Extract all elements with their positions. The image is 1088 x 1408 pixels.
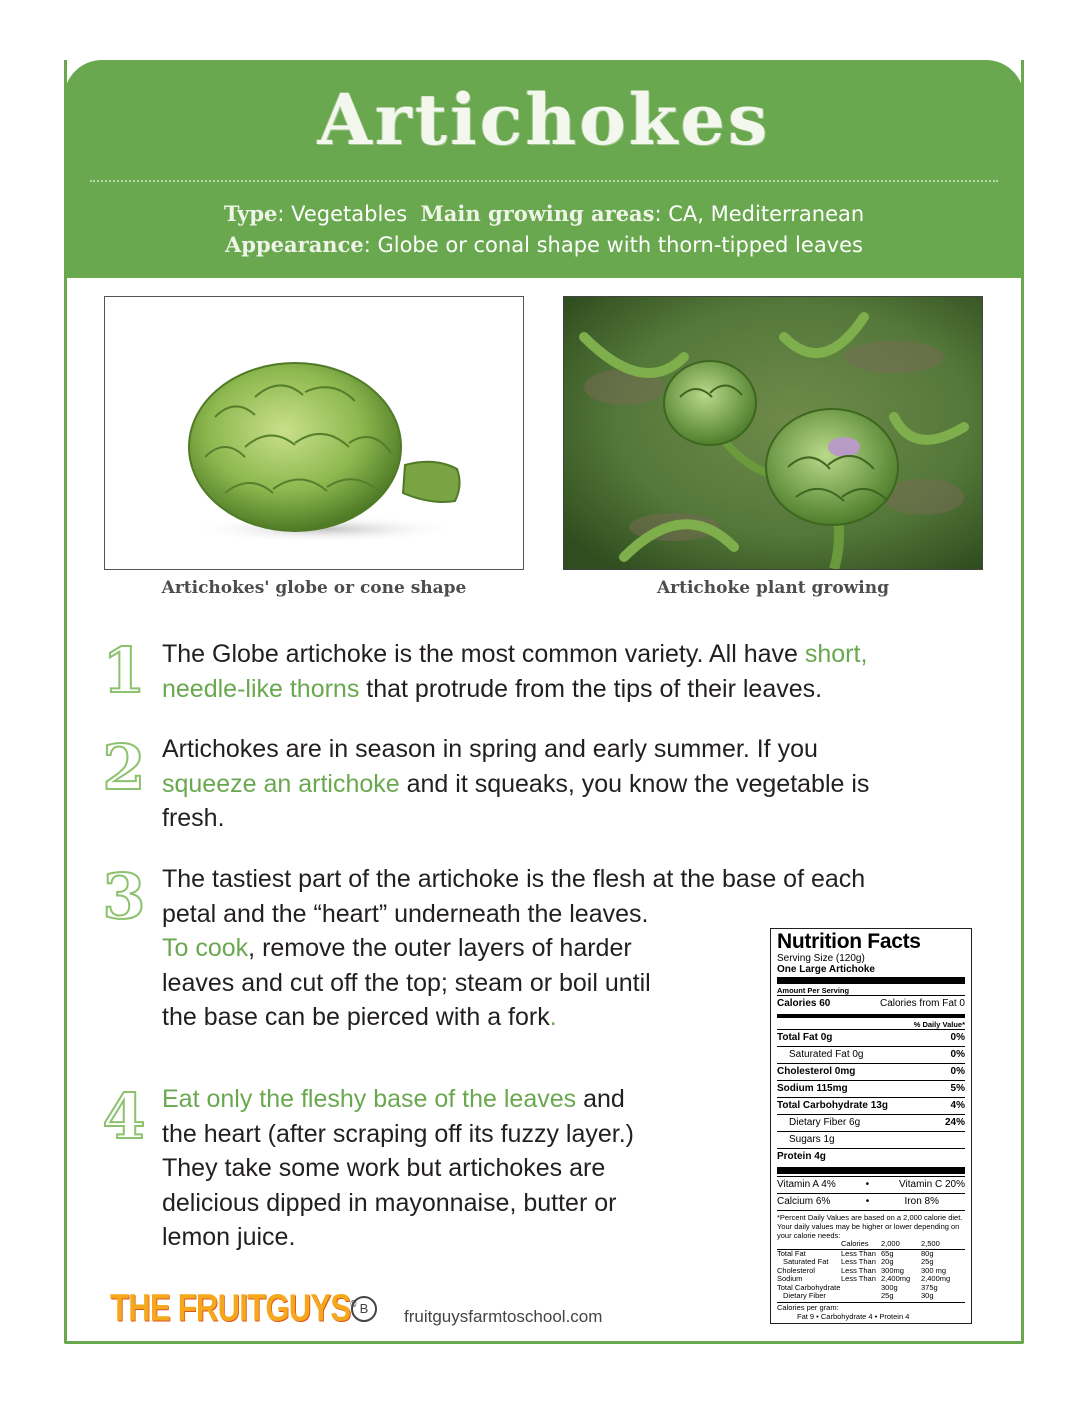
dv-table-cell: Dietary Fiber xyxy=(783,1291,826,1300)
dv-table-cell: 2,500 xyxy=(921,1239,940,1248)
fact-2-line-3: fresh. xyxy=(162,804,225,832)
fact-1 xyxy=(162,637,867,706)
vitamin-bullet-1: • xyxy=(865,1179,870,1190)
dv-table-cell: Less Than xyxy=(841,1257,876,1266)
fact-3-line-2: petal and the “heart” underneath the leaves. xyxy=(162,899,649,928)
dv-table-cell: Cholesterol xyxy=(777,1265,815,1275)
nutrition-divider-thick-2 xyxy=(777,1167,965,1174)
nutrient-label: Sugars 1g xyxy=(789,1134,835,1145)
dv-table-cell xyxy=(841,1284,881,1293)
nutrition-divider-thick xyxy=(777,977,965,984)
fact-3-text-3: , remove the outer layers of harder xyxy=(248,934,632,962)
fact-4-line-5: lemon juice. xyxy=(162,1223,296,1251)
fact-4-line-3: They take some work but artichokes are xyxy=(162,1154,606,1182)
dv-table-cell: 300 mg xyxy=(921,1265,947,1275)
nutrient-label: Cholesterol 0mg xyxy=(777,1066,856,1077)
fact-number-1: 1 xyxy=(102,634,146,707)
artichoke-globe-illustration xyxy=(105,297,523,569)
nutrient-row xyxy=(777,1097,965,1114)
dv-table-cell: 375g xyxy=(921,1282,938,1292)
calcium: Calcium 6% xyxy=(777,1196,831,1207)
nutrient-daily-value: 0% xyxy=(950,1049,965,1060)
nutrient-row xyxy=(777,1131,965,1148)
dv-table-cell: 80g xyxy=(921,1249,965,1259)
nutrient-row xyxy=(777,1046,965,1063)
artichoke-plant-photo xyxy=(563,296,983,570)
fact-3-line-1: The tastiest part of the artichoke is the flesh at the base of each xyxy=(162,865,866,893)
nutrient-row xyxy=(777,1080,965,1097)
areas-value: : CA, Mediterranean xyxy=(654,202,865,226)
b-corp-icon: B xyxy=(351,1296,377,1322)
daily-value-header: % Daily Value* xyxy=(913,1020,965,1029)
appearance-value: : Globe or conal shape with thorn-tipped leaves xyxy=(363,233,863,257)
dv-table-cell: 2,000 xyxy=(881,1239,900,1248)
daily-value-table xyxy=(777,1240,965,1301)
fact-number-2: 2 xyxy=(102,731,146,804)
vitamin-c: Vitamin C 20% xyxy=(899,1179,965,1190)
calories-per-gram: Calories per gram: xyxy=(777,1302,965,1312)
fact-2-line-1: Artichokes are in season in spring and early summer. If you xyxy=(162,735,818,763)
page-title: Artichokes xyxy=(317,78,771,161)
appearance-label: Appearance xyxy=(225,232,364,257)
dv-table-cell: 65g xyxy=(881,1249,921,1259)
dv-table-cell: 20g xyxy=(881,1257,894,1266)
dv-table-cell: 300g xyxy=(881,1282,898,1292)
dv-table-cell: 25g xyxy=(921,1257,934,1266)
nutrition-facts-label xyxy=(770,928,972,1324)
nutrient-daily-value: 0% xyxy=(950,1032,965,1043)
fruitguys-logo xyxy=(110,1284,356,1330)
fact-1-highlight-2: needle-like thorns xyxy=(162,674,360,703)
fact-number-3: 3 xyxy=(102,860,146,933)
dv-table-cell: Sodium xyxy=(777,1274,803,1283)
nutrient-daily-value: 5% xyxy=(950,1083,965,1094)
dv-table-cell xyxy=(841,1292,881,1301)
nutrient-daily-value: 0% xyxy=(950,1066,965,1077)
fact-2-highlight: squeeze an artichoke xyxy=(162,769,400,798)
dotted-divider xyxy=(90,180,998,182)
vitamins-row xyxy=(777,1176,965,1193)
fact-3-line-4: leaves and cut off the top; steam or boil until xyxy=(162,968,651,997)
fact-4-line-4: delicious dipped in mayonnaise, butter or xyxy=(162,1188,617,1217)
nutrient-daily-value: 24% xyxy=(944,1117,965,1128)
nutrient-row xyxy=(777,1148,965,1165)
dv-table-cell: Less Than xyxy=(841,1274,876,1283)
fact-1-text-2: that protrude from the tips of their leaves. xyxy=(359,674,823,703)
dv-table-cell: 30g xyxy=(921,1291,934,1300)
calories: Calories 60 xyxy=(777,998,831,1009)
nutrient-label: Sodium 115mg xyxy=(777,1083,848,1094)
fact-number-4: 4 xyxy=(102,1080,146,1153)
fact-3-line-5: the base can be pierced with a fork xyxy=(162,1003,550,1031)
dv-table-cell: 2,400mg xyxy=(921,1274,951,1283)
photo-caption-globe: Artichokes' globe or cone shape xyxy=(161,578,467,598)
nutrient-daily-value: 4% xyxy=(950,1100,965,1111)
daily-value-footnote: *Percent Daily Values are based on a 2,000 calorie diet. Your daily values may be higher or lower depending on your calorie needs: xyxy=(777,1210,965,1240)
fact-1-highlight: short, xyxy=(804,640,868,668)
info-line-2 xyxy=(64,232,1024,257)
fact-3-period: . xyxy=(549,1003,557,1031)
minerals-row xyxy=(777,1193,965,1210)
nutrient-label: Dietary Fiber 6g xyxy=(789,1117,861,1128)
dv-table-cell: Saturated Fat xyxy=(783,1257,829,1266)
serving-name: One Large Artichoke xyxy=(777,964,875,975)
serving-size: Serving Size (120g) xyxy=(777,953,865,964)
dv-table-cell: Less Than xyxy=(841,1265,876,1275)
artichoke-plant-illustration xyxy=(564,297,982,569)
calories-from-fat: Calories from Fat 0 xyxy=(879,998,965,1009)
type-value: : Vegetables xyxy=(277,202,408,226)
dv-table-cell: 25g xyxy=(881,1291,894,1300)
calories-row xyxy=(777,995,965,1012)
fact-2-text-2: and it squeaks, you know the vegetable is xyxy=(399,769,870,798)
nutrient-row xyxy=(777,1114,965,1131)
logo-text: THE FRUITGUYS xyxy=(110,1287,351,1330)
nutrient-label: Protein 4g xyxy=(777,1151,826,1162)
dv-table-cell xyxy=(777,1240,841,1249)
nutrient-row xyxy=(777,1029,965,1046)
amount-per-serving: Amount Per Serving xyxy=(777,986,850,995)
fact-2 xyxy=(162,732,869,836)
dv-table-cell: Total Fat xyxy=(777,1249,841,1259)
fact-4-text-1: and xyxy=(576,1085,625,1113)
artichoke-globe-photo xyxy=(104,296,524,570)
dv-table-cell: Calories xyxy=(841,1239,869,1248)
header-banner xyxy=(64,60,1024,278)
fact-4 xyxy=(162,1082,634,1255)
dv-table-cell: 2,400mg xyxy=(881,1274,911,1283)
registered-mark: ® xyxy=(350,1299,356,1310)
website-url: fruitguysfarmtoschool.com xyxy=(404,1307,603,1326)
dv-table-cell: Less Than xyxy=(841,1249,881,1259)
areas-label: Main growing areas xyxy=(420,201,655,226)
nutrient-row xyxy=(777,1063,965,1080)
fact-4-line-2: the heart (after scraping off its fuzzy layer.) xyxy=(162,1119,634,1148)
vitamin-bullet-2: • xyxy=(865,1196,870,1207)
nutrient-rows xyxy=(777,1029,965,1165)
photo-caption-plant: Artichoke plant growing xyxy=(656,578,890,598)
fact-4-highlight: Eat only the fleshy base of the leaves xyxy=(162,1085,577,1113)
nutrition-divider-medium xyxy=(777,1014,965,1018)
dv-table-cell: Total Carbohydrate xyxy=(777,1282,841,1292)
iron: Iron 8% xyxy=(904,1196,939,1207)
fact-1-text: The Globe artichoke is the most common variety. All have xyxy=(162,640,805,668)
dv-table-cell: 300mg xyxy=(881,1265,904,1275)
nutrient-label: Total Carbohydrate 13g xyxy=(777,1100,888,1111)
nutrient-label: Total Fat 0g xyxy=(777,1032,833,1043)
type-label: Type xyxy=(223,201,278,226)
nutrition-title: Nutrition Facts xyxy=(777,930,921,953)
info-line-1 xyxy=(64,201,1024,226)
calories-per-gram-values: Fat 9 • Carbohydrate 4 • Protein 4 xyxy=(797,1311,910,1321)
fact-3 xyxy=(162,862,865,1035)
vitamin-a: Vitamin A 4% xyxy=(777,1179,836,1190)
nutrient-label: Saturated Fat 0g xyxy=(789,1049,864,1060)
fact-3-highlight: To cook xyxy=(162,934,249,962)
